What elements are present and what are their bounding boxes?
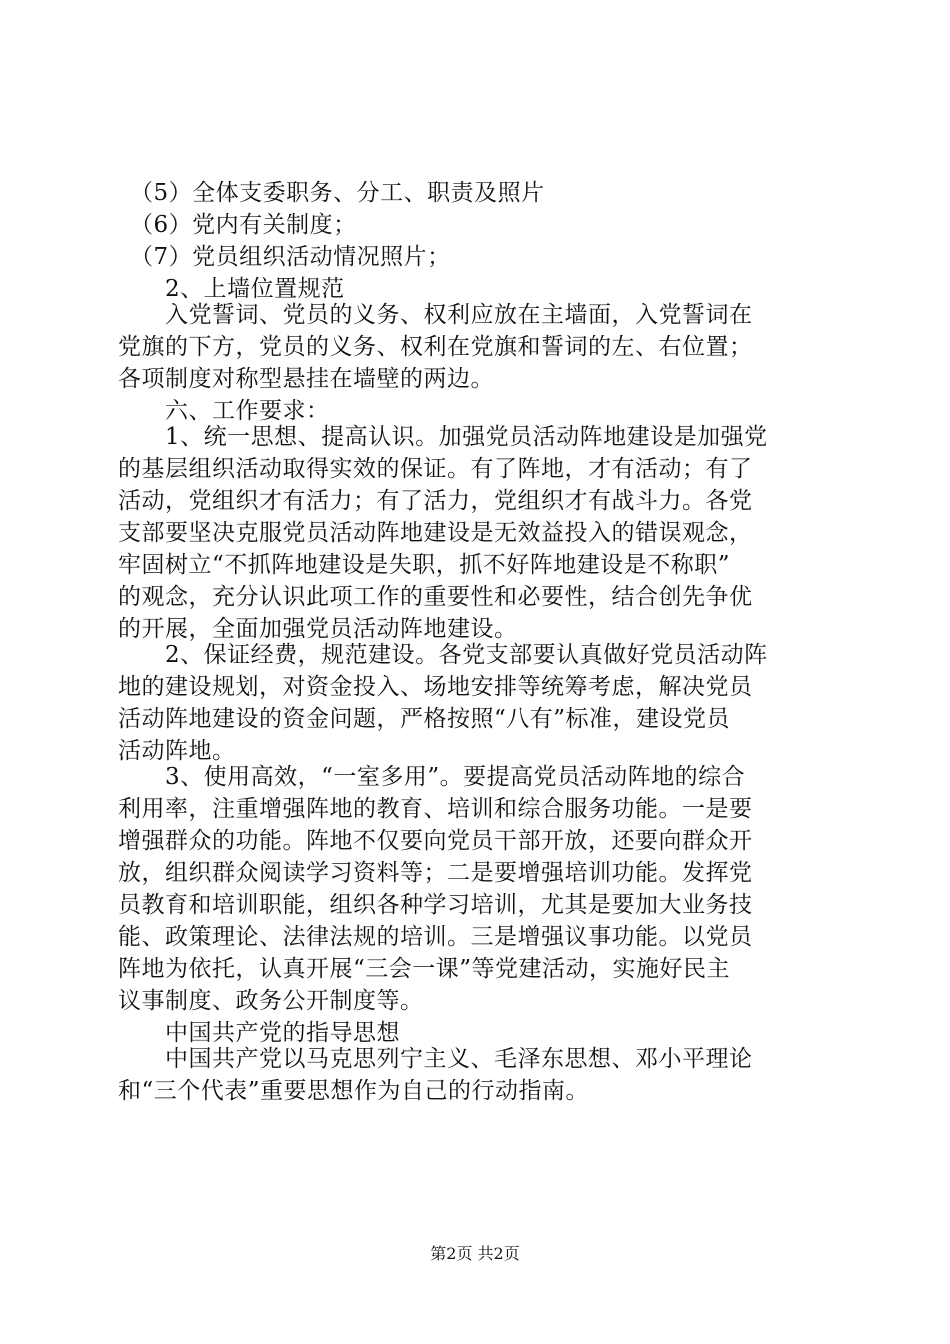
text-line: 能、政策理论、法律法规的培训。三是增强议事功能。以党员 — [118, 924, 753, 950]
text-line: （7）党员组织活动情况照片； — [118, 244, 451, 270]
text-line: 各项制度对称型悬挂在墙壁的两边。 — [118, 366, 494, 392]
text-line: 中国共产党的指导思想 — [118, 1020, 400, 1046]
text-line: 活动阵地。 — [118, 738, 236, 764]
text-line: 活动阵地建设的资金问题，严格按照“八有”标准，建设党员 — [118, 706, 731, 732]
text-line: 入党誓词、党员的义务、权利应放在主墙面，入党誓词在 — [118, 302, 753, 328]
text-line: 活动，党组织才有活力；有了活力，党组织才有战斗力。各党 — [118, 488, 753, 514]
page-footer: 第2页 共2页 — [430, 1244, 520, 1263]
text-line: 地的建设规划，对资金投入、场地安排等统筹考虑，解决党员 — [118, 674, 753, 700]
text-line: 的观念，充分认识此项工作的重要性和必要性，结合创先争优 — [118, 584, 753, 610]
text-line: 利用率，注重增强阵地的教育、培训和综合服务功能。一是要 — [118, 796, 753, 822]
text-line: 增强群众的功能。阵地不仅要向党员干部开放，还要向群众开 — [118, 828, 753, 854]
text-line: 和“三个代表”重要思想作为自己的行动指南。 — [118, 1078, 590, 1104]
text-line: （5）全体支委职务、分工、职责及照片 — [118, 180, 545, 206]
text-line: 中国共产党以马克思列宁主义、毛泽东思想、邓小平理论 — [118, 1046, 753, 1072]
text-line: 1、统一思想、提高认识。加强党员活动阵地建设是加强党 — [118, 424, 768, 450]
text-line: 支部要坚决克服党员活动阵地建设是无效益投入的错误观念， — [118, 520, 753, 546]
text-line: 党旗的下方，党员的义务、权利在党旗和誓词的左、右位置； — [118, 334, 753, 360]
text-line: 牢固树立“不抓阵地建设是失职，抓不好阵地建设是不称职” — [118, 552, 731, 578]
text-line: 议事制度、政务公开制度等。 — [118, 988, 424, 1014]
text-line: 2、上墙位置规范 — [118, 276, 345, 302]
text-line: 3、使用高效，“一室多用”。要提高党员活动阵地的综合 — [118, 764, 746, 790]
text-line: 2、保证经费，规范建设。各党支部要认真做好党员活动阵 — [118, 642, 768, 668]
text-line: （6）党内有关制度； — [118, 212, 357, 238]
text-line: 员教育和培训职能，组织各种学习培训，尤其是要加大业务技 — [118, 892, 753, 918]
text-line: 阵地为依托，认真开展“三会一课”等党建活动，实施好民主 — [118, 956, 731, 982]
text-line: 放，组织群众阅读学习资料等；二是要增强培训功能。发挥党 — [118, 860, 753, 886]
text-line: 六、工作要求： — [118, 398, 330, 424]
text-line: 的基层组织活动取得实效的保证。有了阵地，才有活动；有了 — [118, 456, 753, 482]
text-line: 的开展，全面加强党员活动阵地建设。 — [118, 616, 518, 642]
